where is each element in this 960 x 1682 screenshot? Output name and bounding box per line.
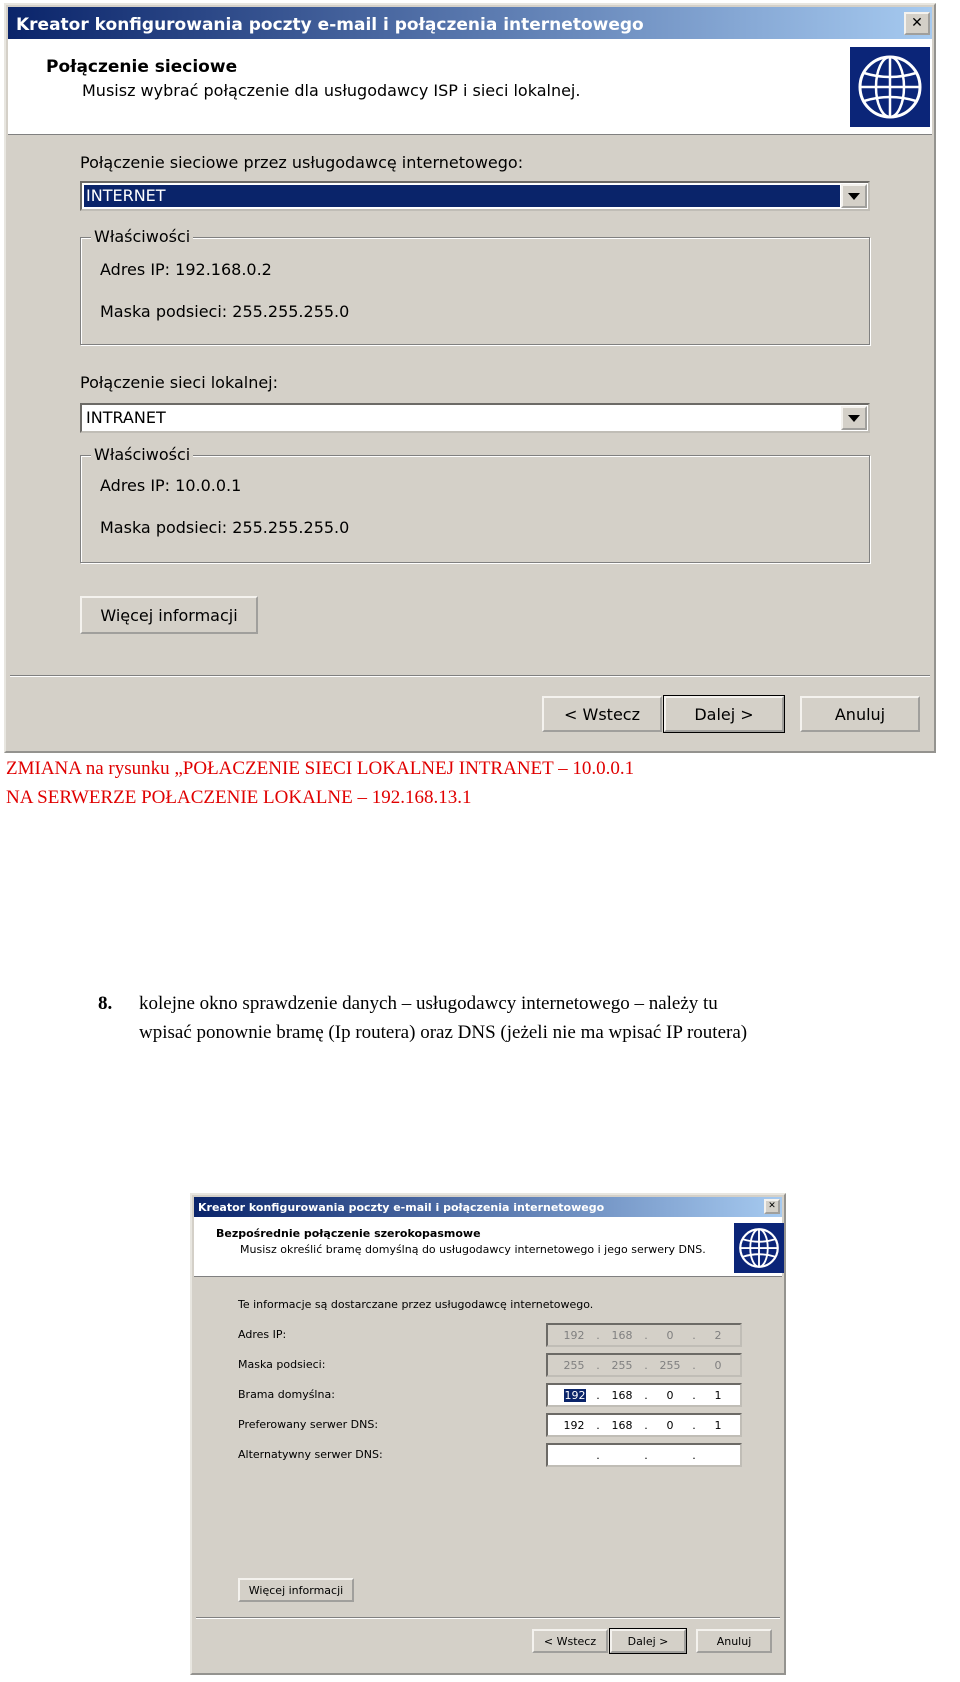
cancel-button[interactable]: Anuluj bbox=[800, 696, 920, 732]
lan-connection-value: INTRANET bbox=[86, 408, 166, 427]
dot: . bbox=[644, 1449, 648, 1462]
dot: . bbox=[692, 1389, 696, 1402]
octet: 0 bbox=[666, 1329, 674, 1342]
header-title: Bezpośrednie połączenie szerokopasmowe bbox=[216, 1227, 481, 1240]
back-button[interactable]: < Wstecz bbox=[542, 696, 662, 732]
octet[interactable]: 168 bbox=[611, 1389, 633, 1402]
wizard-dialog-broadband-connection bbox=[190, 1193, 786, 1675]
octet: 168 bbox=[611, 1329, 633, 1342]
isp-ip-address: Adres IP: 192.168.0.2 bbox=[100, 260, 272, 279]
group-legend: Właściwości bbox=[91, 227, 193, 246]
isp-connection-value: INTERNET bbox=[84, 185, 840, 207]
button-separator bbox=[196, 1617, 780, 1619]
lan-ip-address: Adres IP: 10.0.0.1 bbox=[100, 476, 242, 495]
dot: . bbox=[692, 1449, 696, 1462]
octet[interactable]: 1 bbox=[714, 1389, 722, 1402]
octet: 0 bbox=[714, 1359, 722, 1372]
dot: . bbox=[596, 1419, 600, 1432]
close-button[interactable] bbox=[764, 1199, 780, 1214]
default-gateway-label: Brama domyślna: bbox=[238, 1388, 335, 1401]
default-gateway-field[interactable] bbox=[546, 1383, 742, 1407]
intro-text: Te informacje są dostarczane przez usługodawcę internetowego. bbox=[238, 1298, 594, 1311]
dot: . bbox=[596, 1389, 600, 1402]
octet[interactable]: 0 bbox=[666, 1419, 674, 1432]
header-title: Połączenie sieciowe bbox=[46, 57, 238, 77]
ip-address-field bbox=[546, 1323, 742, 1347]
more-info-button[interactable]: Więcej informacji bbox=[80, 596, 258, 634]
octet: 2 bbox=[714, 1329, 722, 1342]
dot: . bbox=[596, 1359, 600, 1372]
step-text-line-2: wpisać ponownie bramę (Ip routera) oraz DNS (jeżeli nie ma wpisać IP routera) bbox=[139, 1022, 748, 1043]
alternate-dns-field[interactable] bbox=[546, 1443, 742, 1467]
more-info-button[interactable]: Więcej informacji bbox=[238, 1578, 354, 1602]
next-button[interactable]: Dalej > bbox=[610, 1629, 686, 1653]
preferred-dns-field[interactable] bbox=[546, 1413, 742, 1437]
dot: . bbox=[644, 1419, 648, 1432]
lan-connection-select[interactable] bbox=[80, 403, 870, 433]
octet: 255 bbox=[563, 1359, 585, 1372]
chevron-down-icon[interactable] bbox=[841, 184, 867, 208]
lan-subnet-mask: Maska podsieci: 255.255.255.0 bbox=[100, 518, 350, 537]
ip-address-label: Adres IP: bbox=[238, 1328, 287, 1341]
globe-icon bbox=[850, 47, 930, 127]
wizard-dialog-network-connection bbox=[4, 3, 936, 753]
header-subtitle: Musisz wybrać połączenie dla usługodawcy ISP i sieci lokalnej. bbox=[82, 81, 581, 100]
dot: . bbox=[644, 1389, 648, 1402]
alternate-dns-label: Alternatywny serwer DNS: bbox=[238, 1448, 383, 1461]
step-number: 8. bbox=[98, 993, 113, 1014]
octet: 192 bbox=[563, 1329, 585, 1342]
close-button[interactable] bbox=[904, 12, 930, 35]
dialog-title-bar bbox=[194, 1197, 782, 1217]
dialog-title-bar bbox=[8, 7, 932, 39]
lan-connection-label: Połączenie sieci lokalnej: bbox=[80, 373, 279, 392]
lan-properties-group bbox=[80, 445, 870, 563]
dot: . bbox=[644, 1329, 648, 1342]
octet[interactable]: 192 bbox=[563, 1419, 585, 1432]
isp-connection-label: Połączenie sieciowe przez usługodawcę internetowego: bbox=[80, 153, 524, 172]
octet: 255 bbox=[659, 1359, 681, 1372]
dot: . bbox=[692, 1329, 696, 1342]
chevron-down-icon[interactable] bbox=[841, 406, 867, 430]
next-button[interactable]: Dalej > bbox=[664, 696, 784, 732]
dot: . bbox=[596, 1329, 600, 1342]
octet: 255 bbox=[611, 1359, 633, 1372]
wizard-header bbox=[194, 1217, 782, 1277]
close-icon: ✕ bbox=[768, 1201, 776, 1211]
back-button[interactable]: < Wstecz bbox=[532, 1629, 608, 1653]
step-text-line-1: kolejne okno sprawdzenie danych – usługodawcy internetowego – należy tu bbox=[139, 993, 718, 1014]
close-icon: ✕ bbox=[911, 15, 923, 31]
preferred-dns-label: Preferowany serwer DNS: bbox=[238, 1418, 379, 1431]
dialog-title: Kreator konfigurowania poczty e-mail i połączenia internetowego bbox=[16, 15, 644, 35]
dot: . bbox=[596, 1449, 600, 1462]
isp-properties-group bbox=[80, 227, 870, 345]
isp-subnet-mask: Maska podsieci: 255.255.255.0 bbox=[100, 302, 350, 321]
dot: . bbox=[692, 1359, 696, 1372]
octet-selected[interactable]: 192 bbox=[564, 1389, 586, 1402]
octet[interactable]: 168 bbox=[611, 1419, 633, 1432]
header-subtitle: Musisz określić bramę domyślną do usługodawcy internetowego i jego serwery DNS. bbox=[240, 1243, 706, 1256]
dialog-title: Kreator konfigurowania poczty e-mail i połączenia internetowego bbox=[198, 1201, 605, 1214]
subnet-mask-label: Maska podsieci: bbox=[238, 1358, 326, 1371]
cancel-button[interactable]: Anuluj bbox=[696, 1629, 772, 1653]
change-note-line-1: ZMIANA na rysunku „POŁACZENIE SIECI LOKALNEJ INTRANET – 10.0.0.1 bbox=[6, 758, 635, 779]
isp-connection-select[interactable] bbox=[80, 181, 870, 211]
dot: . bbox=[692, 1419, 696, 1432]
subnet-mask-field bbox=[546, 1353, 742, 1377]
octet[interactable]: 1 bbox=[714, 1419, 722, 1432]
dot: . bbox=[644, 1359, 648, 1372]
globe-icon bbox=[734, 1223, 784, 1273]
group-legend: Właściwości bbox=[91, 445, 193, 464]
button-separator bbox=[10, 675, 930, 677]
wizard-header bbox=[8, 39, 932, 135]
change-note-line-2: NA SERWERZE POŁACZENIE LOKALNE – 192.168.13.1 bbox=[6, 787, 472, 808]
octet[interactable]: 0 bbox=[666, 1389, 674, 1402]
